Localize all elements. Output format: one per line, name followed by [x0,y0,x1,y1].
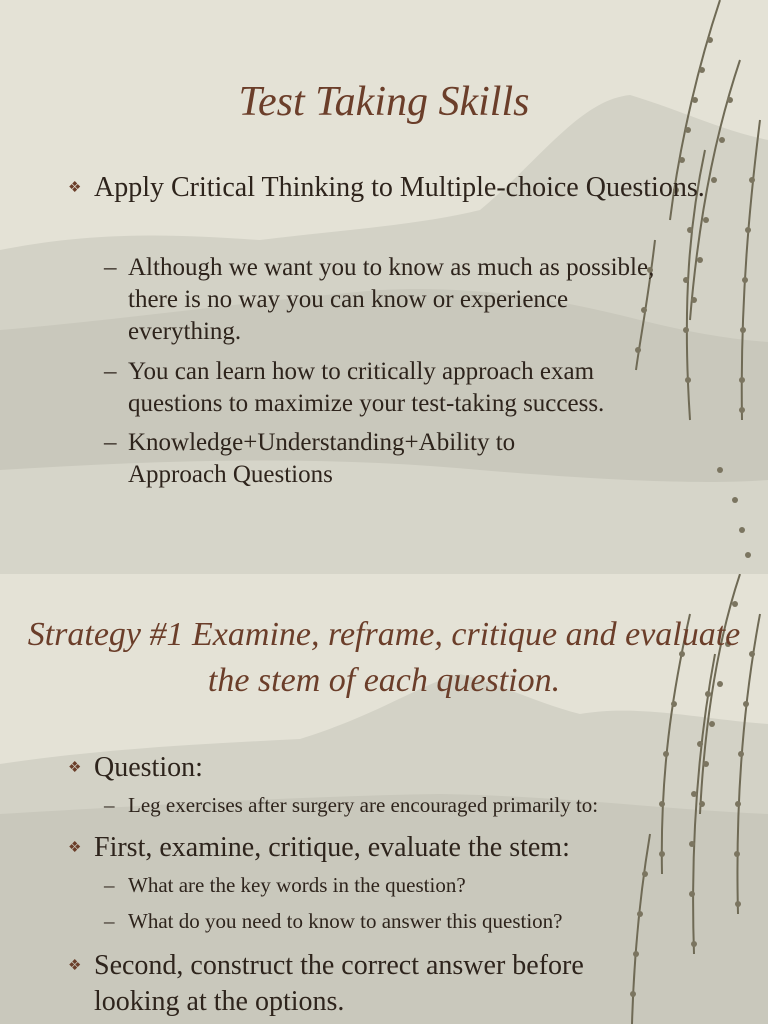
slide-title: Test Taking Skills [238,79,530,125]
sub-item [104,356,684,420]
dash-marker: – [104,873,115,897]
dash-marker: – [104,358,117,385]
sub-text: Although we want you to know as much as possible, there is no way you can know or experience everything. [128,254,655,345]
slide-2-content [0,574,768,1024]
bullet-text: Apply Critical Thinking to Multiple-choice Questions. [94,172,705,203]
sub-item [104,252,674,348]
bullet-text: Question: [94,752,203,783]
bullet-text: Second, construct the correct answer before looking at the options. [94,950,584,1017]
bullet-item [68,170,708,206]
dash-marker: – [104,254,117,281]
slide-2 [0,574,768,1024]
diamond-bullet-icon: ❖ [68,958,82,974]
bullet-item [68,830,688,866]
slide-title: Strategy #1 Examine, reframe, critique and evaluate the stem of each question. [27,616,741,699]
sub-text: You can learn how to critically approach exam questions to maximize your test-taking success. [128,358,605,417]
dash-marker: – [104,909,115,933]
sub-item [104,791,714,819]
sub-item [104,871,704,899]
sub-item [104,907,704,935]
dash-marker: – [104,429,117,456]
bullet-item [68,750,688,786]
diamond-bullet-icon: ❖ [68,180,82,196]
bullet-item [68,948,628,1020]
sub-text: What do you need to know to answer this question? [128,909,563,933]
diamond-bullet-icon: ❖ [68,840,82,856]
sub-item [104,427,604,491]
sub-text: What are the key words in the question? [128,873,466,897]
dash-marker: – [104,793,115,817]
sub-text: Leg exercises after surgery are encouraged primarily to: [128,793,599,817]
diamond-bullet-icon: ❖ [68,760,82,776]
bullet-text: First, examine, critique, evaluate the stem: [94,832,570,863]
sub-text: Knowledge+Understanding+Ability to Approach Questions [128,429,516,488]
